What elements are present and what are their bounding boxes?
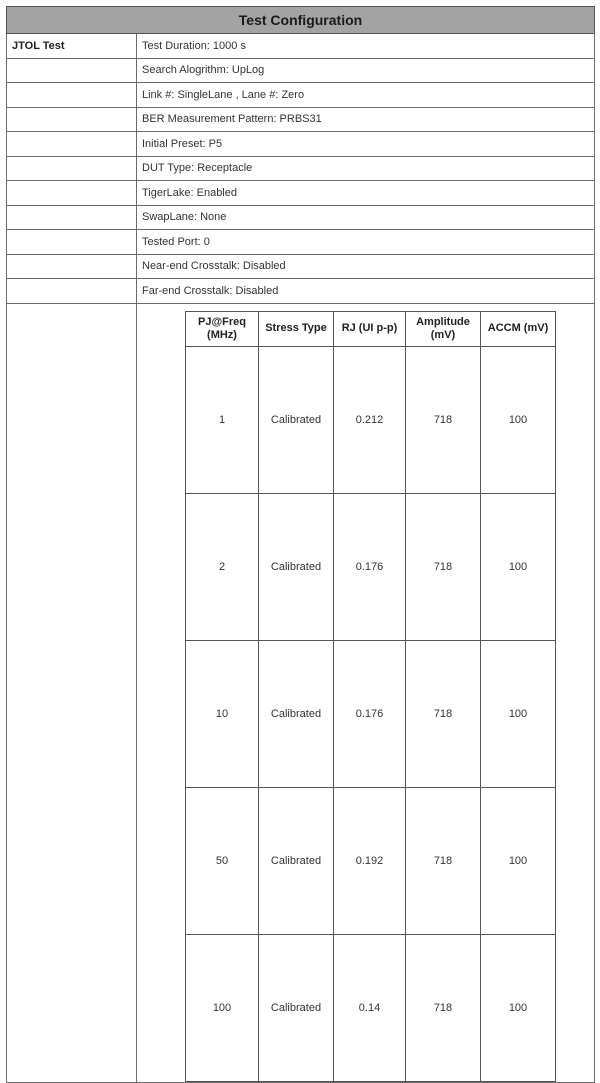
cell-rj: 0.192 (334, 787, 406, 934)
setting-initial-preset: Initial Preset: P5 (137, 132, 595, 157)
header-accm: ACCM (mV) (481, 311, 556, 346)
cell-accm: 100 (481, 934, 556, 1081)
cell-amplitude: 718 (406, 346, 481, 493)
empty-label-cell (7, 83, 137, 108)
table-row (186, 640, 556, 787)
header-rj: RJ (UI p-p) (334, 311, 406, 346)
table-title: Test Configuration (7, 7, 595, 34)
setting-tigerlake: TigerLake: Enabled (137, 181, 595, 206)
cell-rj: 0.176 (334, 640, 406, 787)
setting-test-duration: Test Duration: 1000 s (137, 34, 595, 59)
stress-table (185, 311, 556, 1082)
table-row (186, 787, 556, 934)
setting-swaplane: SwapLane: None (137, 205, 595, 230)
cell-pj-freq: 2 (186, 493, 259, 640)
cell-accm: 100 (481, 346, 556, 493)
empty-label-cell (7, 156, 137, 181)
cell-accm: 100 (481, 493, 556, 640)
empty-label-cell (7, 107, 137, 132)
empty-label-cell (7, 230, 137, 255)
stress-table-cell (137, 303, 595, 1082)
cell-accm: 100 (481, 787, 556, 934)
header-pj-freq: PJ@Freq (MHz) (186, 311, 259, 346)
empty-label-cell (7, 132, 137, 157)
cell-pj-freq: 10 (186, 640, 259, 787)
empty-label-cell (7, 303, 137, 1082)
cell-amplitude: 718 (406, 934, 481, 1081)
empty-label-cell (7, 205, 137, 230)
setting-dut-type: DUT Type: Receptacle (137, 156, 595, 181)
setting-tested-port: Tested Port: 0 (137, 230, 595, 255)
test-configuration-table (6, 6, 595, 1083)
cell-rj: 0.14 (334, 934, 406, 1081)
cell-amplitude: 718 (406, 787, 481, 934)
cell-pj-freq: 1 (186, 346, 259, 493)
cell-accm: 100 (481, 640, 556, 787)
empty-label-cell (7, 254, 137, 279)
cell-pj-freq: 100 (186, 934, 259, 1081)
setting-search-algorithm: Search Alogrithm: UpLog (137, 58, 595, 83)
setting-ber-pattern: BER Measurement Pattern: PRBS31 (137, 107, 595, 132)
header-stress-type: Stress Type (259, 311, 334, 346)
empty-label-cell (7, 181, 137, 206)
table-row (186, 346, 556, 493)
setting-far-end-crosstalk: Far-end Crosstalk: Disabled (137, 279, 595, 304)
cell-stress-type: Calibrated (259, 787, 334, 934)
header-amplitude: Amplitude (mV) (406, 311, 481, 346)
table-row (186, 934, 556, 1081)
empty-label-cell (7, 58, 137, 83)
cell-pj-freq: 50 (186, 787, 259, 934)
cell-rj: 0.212 (334, 346, 406, 493)
cell-stress-type: Calibrated (259, 493, 334, 640)
setting-near-end-crosstalk: Near-end Crosstalk: Disabled (137, 254, 595, 279)
test-name: JTOL Test (7, 34, 137, 59)
setting-link-lane: Link #: SingleLane , Lane #: Zero (137, 83, 595, 108)
cell-stress-type: Calibrated (259, 934, 334, 1081)
table-row (186, 493, 556, 640)
cell-amplitude: 718 (406, 493, 481, 640)
empty-label-cell (7, 279, 137, 304)
stress-table-header (186, 311, 556, 346)
cell-amplitude: 718 (406, 640, 481, 787)
cell-rj: 0.176 (334, 493, 406, 640)
cell-stress-type: Calibrated (259, 640, 334, 787)
cell-stress-type: Calibrated (259, 346, 334, 493)
